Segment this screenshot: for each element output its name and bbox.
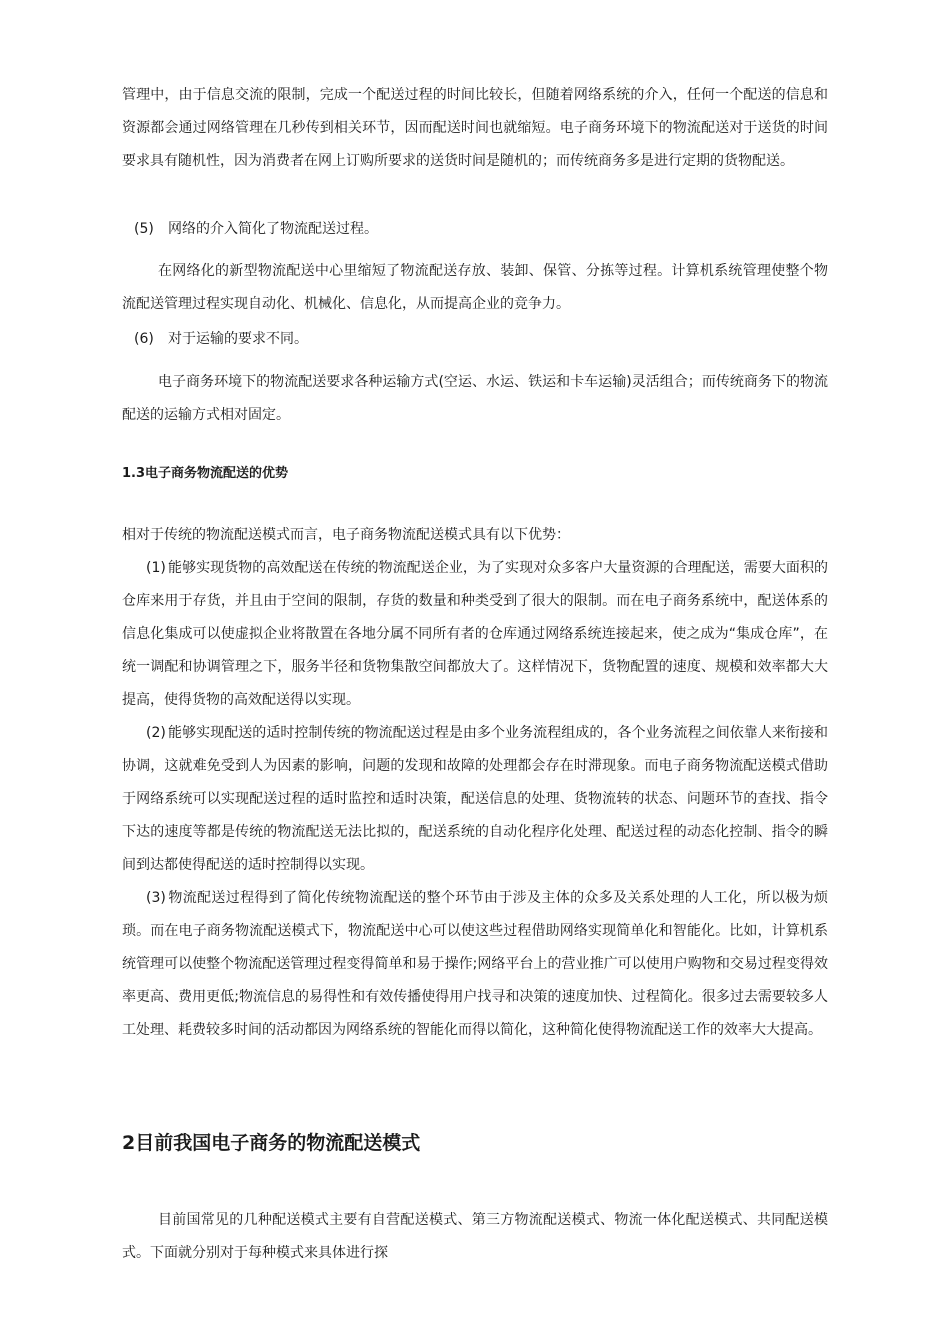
chapter-heading-2: 2目前我国电子商务的物流配送模式 xyxy=(122,1132,421,1154)
list-item-text: 能够实现配送的适时控制传统的物流配送过程是由多个业务流程组成的，各个业务流程之间依靠人来衔接和协调，这就难免受到人为因素的影响，问题的发现和故障的处理都会存在时滞现象。而电子商务物流配送模式借助于网络系统可以实现配送过程的适时监控和适时决策，配送信息的处理、货物流转的状态、问题环节的查找、指令下达的速度等都是传统的物流配送无法比拟的，配送系统的自动化程序化处理、配送过程的动态化控制、指令的瞬间到达都使得配送的适时控制得以实现。 xyxy=(122,725,828,873)
advantage-item-2 xyxy=(122,717,828,882)
paragraph-advantages-intro: 相对于传统的物流配送模式而言，电子商务物流配送模式具有以下优势： xyxy=(122,527,570,543)
list-item-5 xyxy=(122,213,828,246)
paragraph-delivery-modes: 目前国常见的几种配送模式主要有自营配送模式、第三方物流配送模式、物流一体化配送模式、共同配送模式。下面就分别对于每种模式来具体进行探 xyxy=(122,1212,828,1261)
advantage-item-1 xyxy=(122,552,828,717)
advantage-item-3 xyxy=(122,882,828,1047)
list-item-text: 能够实现货物的高效配送在传统的物流配送企业，为了实现对众多客户大量资源的合理配送，需要大面积的仓库来用于存货，并且由于空间的限制，存货的数量和种类受到了很大的限制。而在电子商务系统中，配送体系的信息化集成可以使虚拟企业将散置在各地分属不同所有者的仓库通过网络系统连接起来，使之成为“集成仓库”，在统一调配和协调管理之下，服务半径和货物集散空间都放大了。这样情况下，货物配置的速度、规模和效率都大大提高，使得货物的高效配送得以实现。 xyxy=(122,560,828,708)
list-item-text: 物流配送过程得到了简化传统物流配送的整个环节由于涉及主体的众多及关系处理的人工化，所以极为烦琐。而在电子商务物流配送模式下，物流配送中心可以使这些过程借助网络实现简单化和智能化。比如，计算机系统管理可以使整个物流配送管理过程变得简单和易于操作;网络平台上的营业推广可以使用户购物和交易过程变得效率更高、费用更低;物流信息的易得性和有效传播使得用户找寻和决策的速度加快、过程简化。很多过去需要较多人工处理、耗费较多时间的活动都因为网络系统的智能化而得以简化，这种简化使得物流配送工作的效率大大提高。 xyxy=(122,890,828,1038)
paragraph-transport: 电子商务环境下的物流配送要求各种运输方式(空运、水运、铁运和卡车运输)灵活组合；而传统商务下的物流配送的运输方式相对固定。 xyxy=(122,374,828,423)
list-number: (1) xyxy=(146,560,166,576)
list-item-6 xyxy=(122,323,828,356)
list-number: (3) xyxy=(146,890,166,906)
section-heading-1-3: 1.3电子商务物流配送的优势 xyxy=(122,466,289,481)
paragraph-delivery-time: 管理中，由于信息交流的限制，完成一个配送过程的时间比较长，但随着网络系统的介入，任何一个配送的信息和资源都会通过网络管理在几秒传到相关环节，因而配送时间也就缩短。电子商务环境下的物流配送对于送货的时间要求具有随机性，因为消费者在网上订购所要求的送货时间是随机的；而传统商务多是进行定期的货物配送。 xyxy=(122,87,828,169)
list-number: (6) xyxy=(134,331,154,347)
list-number: (5) xyxy=(134,221,154,237)
list-number: (2) xyxy=(146,725,166,741)
list-item-text: 网络的介入简化了物流配送过程。 xyxy=(168,221,378,237)
paragraph-network-center: 在网络化的新型物流配送中心里缩短了物流配送存放、装卸、保管、分拣等过程。计算机系统管理使整个物流配送管理过程实现自动化、机械化、信息化，从而提高企业的竞争力。 xyxy=(122,263,828,312)
list-item-text: 对于运输的要求不同。 xyxy=(168,331,308,347)
